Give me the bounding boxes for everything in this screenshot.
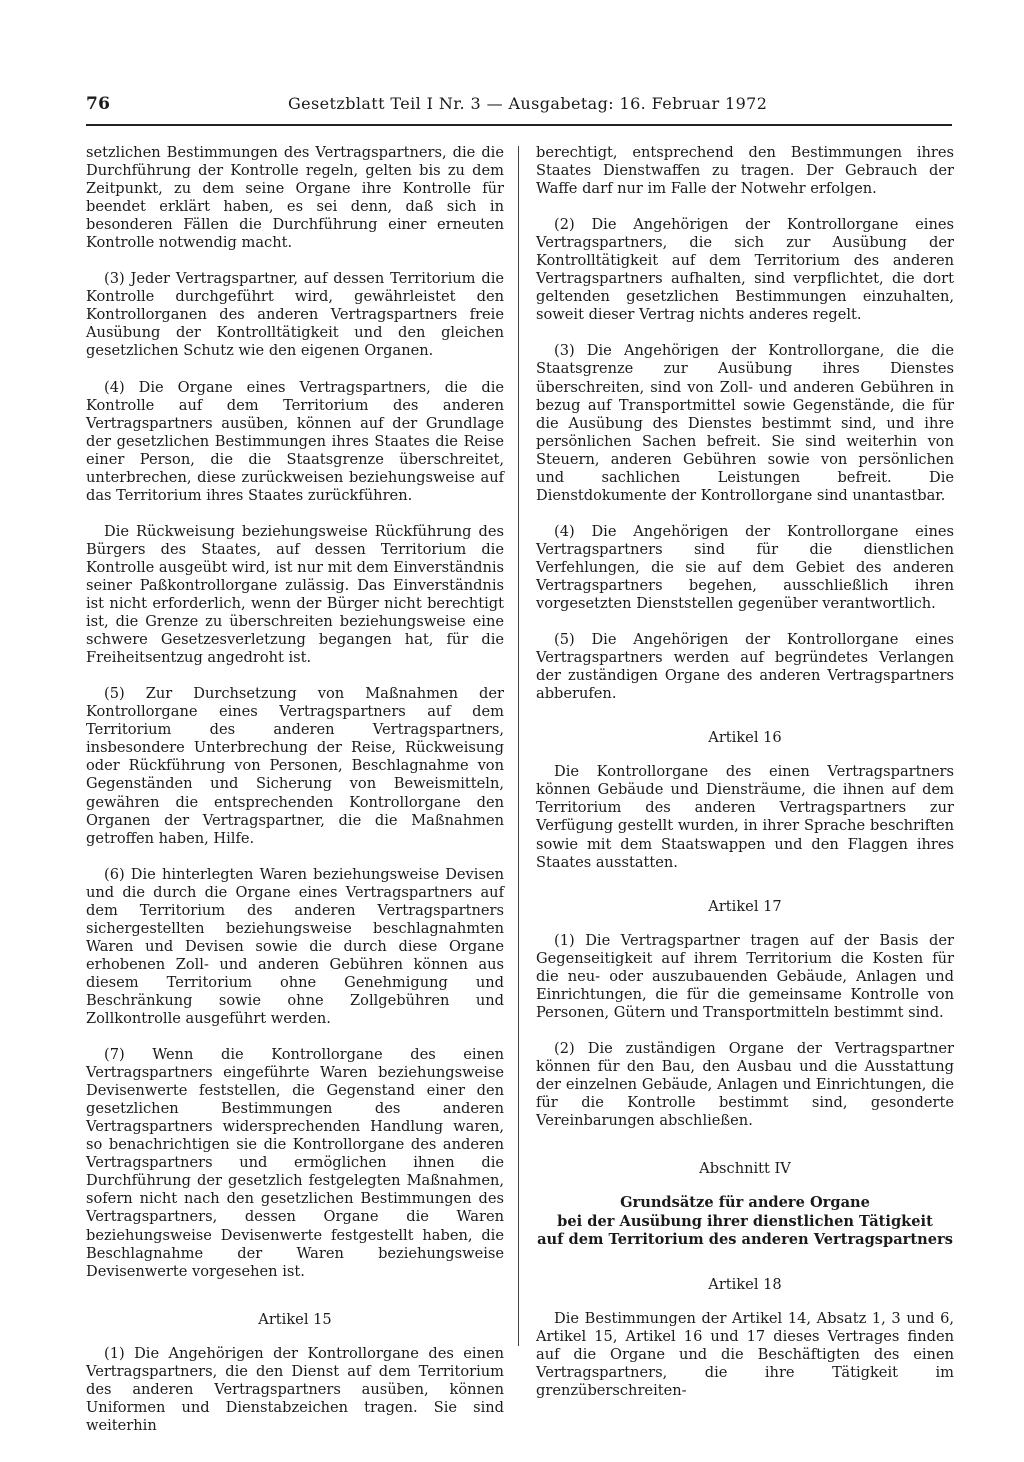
paragraph: (2) Die Angehörigen der Kontrollorgane eines Vertragspartners, die sich zur Ausübung der Kontrolltätigkeit auf dem Territorium des anderen Vertragspartners aufhalten, sind verpflichtet, die dort geltenden gesetzlichen Bestimmungen einzuhalten, soweit dieser Vertrag nichts anderes regelt. (536, 216, 954, 324)
paragraph: Die Rückweisung beziehungsweise Rückführung des Bürgers des Staates, auf dessen Territorium die Kontrolle ausgeübt wird, ist nur mit dem Einverständnis seiner Paßkontrollorgane zulässig. Das Einverständnis ist nicht erforderlich, wenn der Bürger nicht berechtigt ist, die Grenze zu überschreiten beziehungsweise eine schwere Gesetzesverletzung begangen hat, für die Freiheitsentzug angedroht ist. (86, 522, 504, 667)
paragraph: berechtigt, entsprechend den Bestimmungen ihres Staates Dienstwaffen zu tragen. Der Gebrauch der Waffe darf nur im Falle der Notwehr erfolgen. (536, 144, 954, 198)
left-column (86, 144, 504, 1453)
section-title-line: bei der Ausübung ihrer dienstlichen Tätigkeit (557, 1212, 933, 1230)
column-divider (518, 146, 519, 1346)
right-column (536, 144, 954, 1418)
paragraph: (5) Zur Durchsetzung von Maßnahmen der Kontrollorgane eines Vertragspartners auf dem Territorium des anderen Vertragspartners, insbesondere Unterbrechung der Reise, Rückweisung oder Rückführung von Personen, Beschlagnahme von Gegenständen und Sicherung von Beweismitteln, gewähren die entsprechenden Kontrollorgane den Organen der Vertragspartner, die die Maßnahmen getroffen haben, Hilfe. (86, 685, 504, 847)
paragraph: Die Bestimmungen der Artikel 14, Absatz 1, 3 und 6, Artikel 15, Artikel 16 und 17 dieses Vertrages finden auf die Organe und die Beschäftigten des einen Vertragspartners, die ihre Tätigkeit im grenzüberschreiten- (536, 1309, 954, 1399)
paragraph: (4) Die Organe eines Vertragspartners, die die Kontrolle auf dem Territorium des anderen Vertragspartners ausüben, können auf der Grundlage der gesetzlichen Bestimmungen ihres Staates die Reise einer Person, die die Staatsgrenze überschreitet, unterbrechen, diese zurückweisen beziehungsweise auf das Territorium ihres Staates zurückführen. (86, 378, 504, 504)
paragraph: (2) Die zuständigen Organe der Vertragspartner können für den Bau, den Ausbau und die Ausstattung der einzelnen Gebäude, Anlagen und Einrichtungen, die für die Kontrolle bestimmt sind, gesonderte Vereinbarungen abschließen. (536, 1039, 954, 1130)
paragraph: (1) Die Vertragspartner tragen auf der Basis der Gegenseitigkeit auf ihrem Territorium die Kosten für die neu- oder auszubauenden Gebäude, Anlagen und Einrichtungen, die für die gemeinsame Kontrolle von Personen, Gütern und Transportmitteln bestimmt sind. (536, 931, 954, 1021)
paragraph: (6) Die hinterlegten Waren beziehungsweise Devisen und die durch die Organe eines Vertragspartners auf dem Territorium des anderen Vertragspartners sichergestellten beziehungsweise beschlagnahmten Waren und Devisen sowie die durch diese Organe erhobenen Zoll- und anderen Gebühren können aus diesem Territorium ohne Genehmigung und Beschränkung sowie ohne Zollgebühren und Zollkontrolle ausgeführt werden. (86, 865, 504, 1028)
page-header (86, 94, 952, 126)
paragraph: setzlichen Bestimmungen des Vertragspartners, die die Durchführung der Kontrolle regeln, gelten bis zu dem Zeitpunkt, zu dem seine Organe ihre Kontrolle für beendet erklärt haben, es sei denn, daß sich in besonderen Fällen die Durchführung einer erneuten Kontrolle notwendig macht. (86, 144, 504, 252)
header-title: Gesetzblatt Teil I Nr. 3 — Ausgabetag: 16. Februar 1972 (288, 94, 768, 113)
section-title-line: auf dem Territorium des anderen Vertragspartners (537, 1231, 953, 1249)
paragraph: (3) Die Angehörigen der Kontrollorgane, die die Staatsgrenze zur Ausübung ihres Dienstes überschreiten, sind von Zoll- und anderen Gebühren in bezug auf Transportmittel sowie Gegenstände, die für die Ausübung des Dienstes bestimmt sind, und ihre persönlichen Sachen befreit. Sie sind weiterhin von Steuern, anderen Gebühren sowie von persönlichen und sachlichen Leistungen befreit. Die Dienstdokumente der Kontrollorgane sind unantastbar. (536, 342, 954, 504)
paragraph: (3) Jeder Vertragspartner, auf dessen Territorium die Kontrolle durchgeführt wird, gewährleistet den Kontrollorganen des anderen Vertragspartners freie Ausübung der Kontrolltätigkeit und den gleichen gesetzlichen Schutz wie den eigenen Organen. (86, 270, 504, 360)
paragraph: Die Kontrollorgane des einen Vertragspartners können Gebäude und Diensträume, die ihnen auf dem Territorium des anderen Vertragspartners zur Verfügung gestellt wurden, in ihrer Sprache beschriften sowie mit dem Staatswappen und den Flaggen ihres Staates ausstatten. (536, 763, 954, 871)
paragraph: (7) Wenn die Kontrollorgane des einen Vertragspartners eingeführte Waren beziehungsweise Devisenwerte feststellen, die Gegenstand einer den gesetzlichen Bestimmungen des anderen Vertragspartners widersprechenden Handlung waren, so benachrichtigen sie die Kontrollorgane des anderen Vertragspartners und ermöglichen ihnen die Durchführung der gesetzlich festgelegten Maßnahmen, sofern nicht nach den gesetzlichen Bestimmungen des Vertragspartners, dessen Organe die Waren beziehungsweise Devisenwerte festgestellt haben, die Beschlagnahme der Waren beziehungsweise Devisenwerte vorgesehen ist. (86, 1046, 504, 1280)
paragraph: (1) Die Angehörigen der Kontrollorgane des einen Vertragspartners, die den Dienst auf dem Territorium des anderen Vertragspartners ausüben, können Uniformen und Dienstabzeichen tragen. Sie sind weiterhin (86, 1344, 504, 1434)
paragraph: (4) Die Angehörigen der Kontrollorgane eines Vertragspartners sind für die dienstlichen Verfehlungen, die sie auf dem Gebiet des anderen Vertragspartners begehen, ausschließlich ihren vorgesetzten Dienststellen gegenüber verantwortlich. (536, 522, 954, 613)
section-heading: Abschnitt IV (699, 1160, 791, 1178)
article-heading: Artikel 18 (708, 1275, 782, 1293)
article-heading: Artikel 15 (258, 1310, 332, 1328)
paragraph: (5) Die Angehörigen der Kontrollorgane eines Vertragspartners werden auf begründetes Verlangen der zuständigen Organe des anderen Vertragspartners abberufen. (536, 631, 954, 703)
article-heading: Artikel 17 (708, 897, 782, 915)
section-title-line: Grundsätze für andere Organe (620, 1194, 870, 1212)
page-number: 76 (86, 94, 111, 114)
article-heading: Artikel 16 (708, 729, 782, 747)
section-title (536, 1194, 954, 1250)
